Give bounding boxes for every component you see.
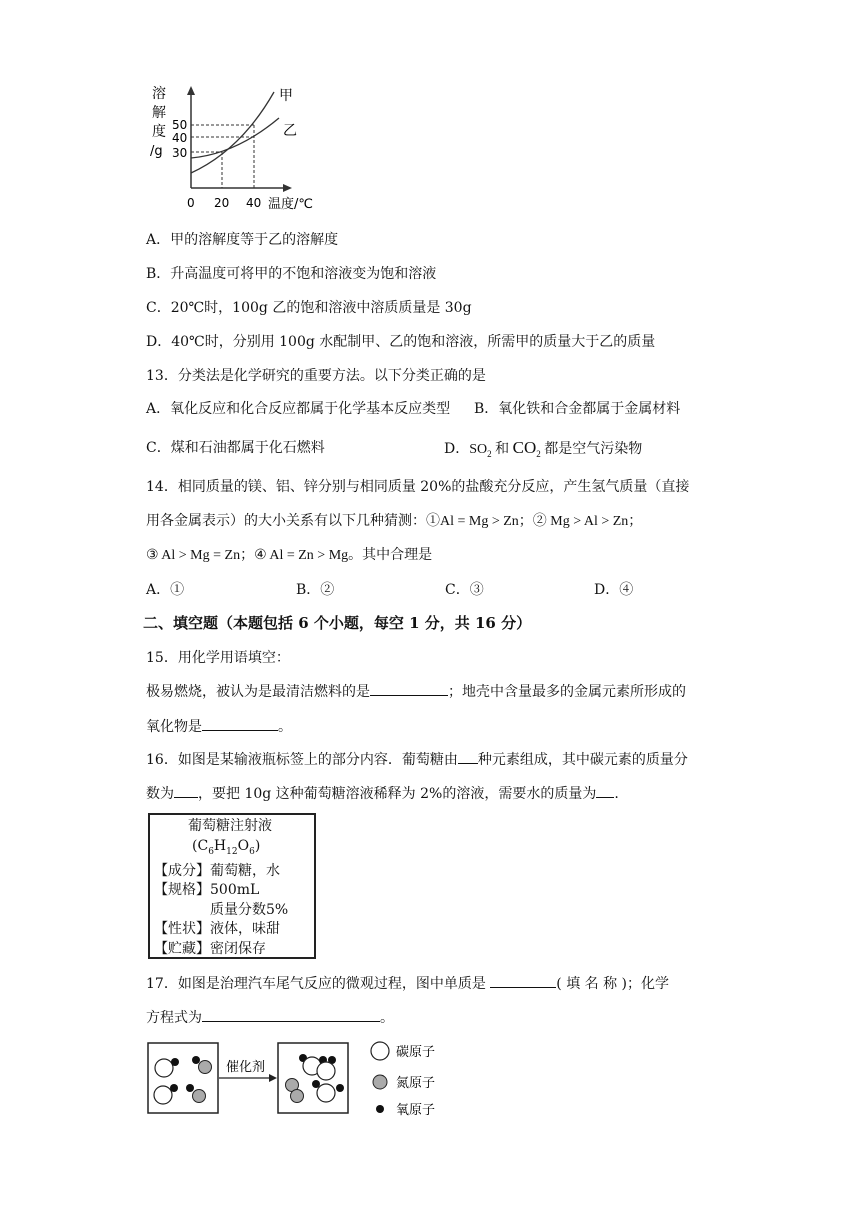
nitrogen-atom (193, 1090, 206, 1103)
q15-line1 (146, 681, 686, 702)
q13-option-d: D．$SO_2$ 和 $CO_2$ 都是空气污染物 (444, 438, 643, 459)
catalyst-label: 催化剂 (226, 1060, 266, 1075)
legend-oxygen-icon (376, 1105, 384, 1113)
y-axis-label-3: 度 (152, 124, 166, 140)
curve-jia (191, 92, 274, 173)
products-box (278, 1043, 348, 1113)
curve-yi-label: 乙 (283, 123, 297, 139)
label-row-mass-fraction: 质量分数5% (210, 901, 289, 918)
y-axis-label-4: /g (150, 144, 163, 159)
section-heading: 二、填空题（本题包括 6 个小题，每空 1 分，共 16 分） (143, 614, 532, 632)
q16-line1-b: 种元素组成，其中碳元素的质量分 (477, 752, 688, 768)
nitrogen-atom (291, 1090, 304, 1103)
answer-blank[interactable] (202, 1007, 380, 1022)
q14-option-c: C．③ (445, 582, 484, 598)
answer-blank[interactable] (458, 749, 478, 764)
x-axis-label: 温度/℃ (268, 197, 313, 212)
y-axis-label-1: 溶 (152, 86, 166, 102)
reaction-diagram (146, 1038, 476, 1123)
q15-line1-b: ；地壳中含量最多的金属元素所形成的 (448, 684, 686, 700)
legend-nitrogen-icon (373, 1075, 387, 1089)
q17-line1-a: 17．如图是治理汽车尾气反应的微观过程，图中单质是 (146, 976, 486, 992)
q14-line3-end: 。其中合理是 (348, 547, 433, 563)
x-tick-40: 40 (246, 196, 262, 210)
q13-option-d-suffix: 都是空气污染物 (544, 441, 643, 457)
q13-option-b: B．氧化铁和合金都属于金属材料 (474, 401, 681, 417)
infusion-label (148, 813, 316, 959)
q14-option-b: B．② (296, 582, 335, 598)
q13-option-d-prefix: D． (444, 441, 470, 457)
legend-oxygen-label: 氧原子 (396, 1103, 436, 1118)
q14-line1: 14．相同质量的镁、铝、锌分别与相同质量 20%的盐酸充分反应，产生氢气质量（直接 (146, 479, 690, 495)
q15-stem: 15．用化学用语填空： (146, 650, 290, 666)
q12-option-b: B．升高温度可将甲的不饱和溶液变为饱和溶液 (146, 266, 437, 282)
y-axis-label-2: 解 (152, 105, 166, 121)
oxygen-atom (171, 1058, 179, 1066)
oxygen-atom (336, 1084, 344, 1092)
reaction-arrow-head (269, 1074, 277, 1082)
curve-yi (191, 118, 279, 158)
q17-line2 (146, 1007, 394, 1028)
q15-line2 (146, 716, 292, 737)
q17-line1 (146, 973, 669, 994)
q16-line1-a: 16．如图是某输液瓶标签上的部分内容．葡萄糖由 (146, 752, 458, 768)
y-tick-30: 30 (172, 146, 188, 160)
q14-line3: ③ Al > Mg = Zn；④ Al = Zn > Mg。其中合理是 (146, 547, 433, 563)
oxygen-atom (186, 1084, 194, 1092)
x-tick-20: 20 (214, 196, 230, 210)
q16-line2-a: 数为 (146, 786, 174, 802)
q17-line2-a: 方程式为 (146, 1010, 202, 1026)
q15-line1-a: 极易燃烧，被认为是最清洁燃料的是 (146, 684, 370, 700)
q13-option-a: A．氧化反应和化合反应都属于化学基本反应类型 (146, 401, 451, 417)
answer-blank[interactable] (370, 681, 448, 696)
q14-option-a: A．① (146, 582, 185, 598)
q16-line2 (146, 783, 619, 804)
legend-carbon-label: 碳原子 (396, 1045, 436, 1060)
legend-carbon-icon (371, 1042, 389, 1060)
answer-blank[interactable] (202, 716, 278, 731)
q14-line2: 用各金属表示）的大小关系有以下几种猜测：①Al = Mg > Zn；② Mg > Al > Zn； (146, 513, 643, 529)
carbon-atom (317, 1084, 335, 1102)
curve-jia-label: 甲 (279, 88, 293, 104)
nitrogen-atom (199, 1061, 212, 1074)
q13-option-c: C．煤和石油都属于化石燃料 (146, 440, 325, 456)
q12-option-a: A．甲的溶解度等于乙的溶解度 (146, 232, 339, 248)
y-tick-40: 40 (172, 131, 188, 145)
label-row-properties: 【性状】液体，味甜 (154, 921, 280, 938)
y-axis-arrow (187, 86, 195, 95)
x-axis-arrow (283, 184, 292, 192)
q12-option-d: D．40℃时，分别用 100g 水配制甲、乙的饱和溶液，所需甲的质量大于乙的质量 (146, 334, 656, 350)
q12-option-c: C．20℃时，100g 乙的饱和溶液中溶质质量是 30g (146, 300, 472, 316)
carbon-atom (317, 1062, 335, 1080)
solubility-graph (146, 80, 336, 215)
q17-line2-b: 。 (380, 1010, 394, 1026)
carbon-atom (155, 1059, 173, 1077)
q15-line2-a: 氧化物是 (146, 719, 202, 735)
q17-line1-b: ( 填 名 称 )；化学 (556, 976, 670, 992)
q14-option-d: D．④ (594, 582, 634, 598)
q14-line2-text: 用各金属表示）的大小关系有以下几种猜测：① (146, 513, 440, 529)
y-tick-50: 50 (172, 118, 188, 132)
q16-line2-c: . (614, 786, 619, 802)
oxygen-atom (192, 1056, 200, 1064)
oxygen-atom (170, 1084, 178, 1092)
legend-nitrogen-label: 氮原子 (396, 1076, 436, 1091)
answer-blank[interactable] (174, 783, 198, 798)
answer-blank[interactable] (596, 783, 614, 798)
label-row-storage: 【贮藏】密闭保存 (154, 940, 266, 957)
q16-line1 (146, 749, 688, 770)
label-formula: $(C_6H_{12}O_6)$ (192, 837, 261, 857)
label-row-ingredients: 【成分】葡萄糖，水 (154, 862, 280, 879)
x-tick-0: 0 (187, 196, 195, 210)
label-title: 葡萄糖注射液 (188, 818, 272, 834)
q16-line2-b: ，要把 10g 这种葡萄糖溶液稀释为 2%的溶液，需要水的质量为 (198, 786, 597, 802)
q15-line2-b: 。 (278, 719, 292, 735)
answer-blank[interactable] (490, 973, 556, 988)
q13-stem: 13．分类法是化学研究的重要方法。以下分类正确的是 (146, 368, 486, 384)
label-row-spec: 【规格】500mL (154, 882, 260, 899)
carbon-atom (154, 1086, 172, 1104)
